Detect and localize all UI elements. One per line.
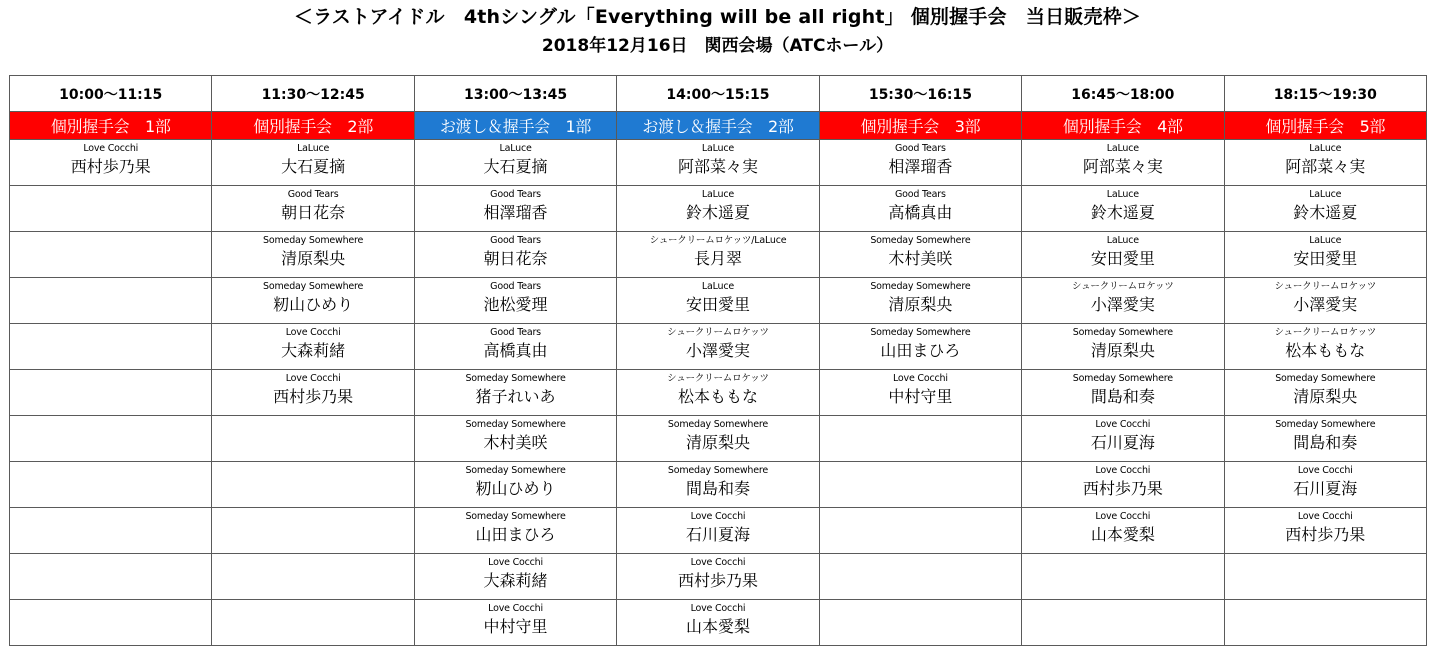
member-name: 大石夏摘 [281,157,346,176]
member-name: 西村歩乃果 [1285,525,1366,544]
member-cell [10,186,212,232]
member-name: 間島和奏 [1293,433,1358,452]
time-slot-header: 16:45～18:00 [1022,76,1224,112]
member-name: 山田まひろ [475,525,556,544]
member-cell [10,462,212,508]
group-name: Someday Somewhere [1072,327,1173,338]
member-cell [1022,186,1224,232]
table-row [10,324,1427,370]
member-name: 清原梨央 [1293,387,1358,406]
member-cell [819,554,1021,600]
member-cell [1224,600,1426,646]
time-slot-header: 13:00～13:45 [414,76,616,112]
member-name: 西村歩乃果 [273,387,354,406]
member-name: 鈴木遥夏 [1090,203,1155,222]
member-cell [1022,600,1224,646]
table-row [10,232,1427,278]
group-name: LaLuce [701,281,735,292]
table-row [10,186,1427,232]
table-row [10,554,1427,600]
group-name: シュークリームロケッツ [1072,281,1174,292]
member-cell [10,416,212,462]
group-name: シュークリームロケッツ [1274,281,1377,292]
group-name: LaLuce [1106,189,1139,200]
member-name: 籾山ひめり [475,479,556,498]
member-name: 安田愛里 [685,295,750,314]
member-cell [819,232,1021,278]
member-cell [1022,416,1224,462]
member-cell [212,416,414,462]
member-cell [10,370,212,416]
member-cell [819,140,1021,186]
table-row [10,600,1427,646]
member-cell [1224,416,1426,462]
member-cell [414,416,616,462]
member-cell [414,140,616,186]
member-name: 松本ももな [677,387,758,406]
member-cell [212,324,414,370]
table-row [10,462,1427,508]
member-name: 石川夏海 [1293,479,1358,498]
member-cell [1022,324,1224,370]
member-name: 朝日花奈 [483,249,548,268]
member-cell [1224,554,1426,600]
member-cell [10,508,212,554]
group-name: Love Cocchi [1095,465,1151,476]
group-name: Love Cocchi [1095,511,1151,522]
table-row [10,416,1427,462]
session-label: 個別握手会 4部 [1022,112,1224,140]
member-name: 松本ももな [1285,341,1366,360]
member-cell [617,278,819,324]
member-name: 小澤愛実 [1090,295,1155,314]
group-name: Love Cocchi [285,327,341,338]
group-name: LaLuce [1106,143,1139,154]
group-name: Someday Somewhere [465,465,566,476]
member-cell [212,186,414,232]
member-cell [1224,186,1426,232]
session-label: 個別握手会 2部 [212,112,414,140]
member-name: 木村美咲 [483,433,548,452]
member-cell [414,324,616,370]
member-cell [10,600,212,646]
group-name: LaLuce [1106,235,1139,246]
member-name: 清原梨央 [281,249,346,268]
table-row [10,508,1427,554]
session-label: 個別握手会 5部 [1224,112,1426,140]
member-cell [414,232,616,278]
time-slot-header: 11:30～12:45 [212,76,414,112]
group-name: Someday Somewhere [1275,373,1376,384]
group-name: Good Tears [895,143,946,154]
member-cell [1224,370,1426,416]
member-cell [617,370,819,416]
group-name: Good Tears [490,235,541,246]
member-cell [617,186,819,232]
group-name: Love Cocchi [83,143,139,154]
group-name: Good Tears [490,327,541,338]
member-cell [212,140,414,186]
group-name: シュークリームロケッツ [1274,327,1377,338]
member-cell [617,600,819,646]
time-slot-header: 15:30～16:15 [819,76,1021,112]
member-cell [212,600,414,646]
member-cell [212,554,414,600]
group-name: Someday Somewhere [870,327,971,338]
time-slot-header: 10:00～11:15 [10,76,212,112]
group-name: Someday Somewhere [263,235,364,246]
group-name: Someday Somewhere [667,465,769,476]
group-name: Someday Somewhere [465,419,566,430]
member-cell [1022,554,1224,600]
member-cell [212,232,414,278]
member-cell [819,508,1021,554]
member-cell [1224,508,1426,554]
member-cell [1224,278,1426,324]
session-header-row [10,112,1427,140]
member-name: 阿部菜々実 [1082,157,1163,176]
group-name: Good Tears [895,189,946,200]
group-name: シュークリームロケッツ [667,373,769,384]
member-cell [819,600,1021,646]
member-cell [819,370,1021,416]
member-cell [1022,508,1224,554]
member-name: 間島和奏 [1090,387,1155,406]
member-cell [1022,462,1224,508]
member-cell [10,140,212,186]
member-name: 石川夏海 [1090,433,1155,452]
member-cell [212,462,414,508]
member-name: 長月翠 [693,249,742,268]
group-name: LaLuce [1309,235,1342,246]
group-name: シュークリームロケッツ/LaLuce [649,235,787,246]
member-name: 間島和奏 [685,479,750,498]
member-cell [414,554,616,600]
member-cell [10,324,212,370]
group-name: Love Cocchi [1297,465,1353,476]
group-name: Good Tears [490,281,541,292]
group-name: Someday Somewhere [263,281,364,292]
member-name: 猪子れいあ [475,387,556,406]
member-name: 山田まひろ [880,341,961,360]
member-name: 大森莉緒 [483,571,548,590]
member-name: 山本愛梨 [685,617,750,636]
member-cell [1022,140,1224,186]
member-cell [212,278,414,324]
member-name: 安田愛里 [1090,249,1155,268]
member-cell [414,370,616,416]
schedule-table [9,75,1427,646]
member-name: 清原梨央 [888,295,953,314]
member-name: 高橋真由 [888,203,953,222]
table-row [10,370,1427,416]
member-name: 高橋真由 [483,341,548,360]
member-name: 鈴木遥夏 [685,203,750,222]
session-label: 個別握手会 1部 [10,112,212,140]
member-name: 安田愛里 [1293,249,1358,268]
group-name: Love Cocchi [1297,511,1353,522]
session-label: お渡し＆握手会 1部 [414,112,616,140]
member-cell [1224,232,1426,278]
member-name: 相澤瑠香 [888,157,953,176]
member-cell [1022,370,1224,416]
member-cell [1022,278,1224,324]
member-cell [819,416,1021,462]
session-label: お渡し＆握手会 2部 [617,112,819,140]
member-name: 相澤瑠香 [483,203,548,222]
member-name: 石川夏海 [685,525,750,544]
session-label: 個別握手会 3部 [819,112,1021,140]
member-cell [10,278,212,324]
group-name: Someday Somewhere [1072,373,1173,384]
member-cell [1022,232,1224,278]
group-name: Love Cocchi [690,511,746,522]
group-name: Love Cocchi [488,603,543,614]
member-cell [819,186,1021,232]
page-subtitle: 2018年12月16日 関西会場（ATCホール） [541,36,894,56]
group-name: Love Cocchi [488,557,543,568]
member-name: 小澤愛実 [1293,295,1358,314]
member-cell [414,600,616,646]
group-name: Someday Somewhere [870,281,971,292]
time-slot-header: 18:15～19:30 [1224,76,1426,112]
member-name: 籾山ひめり [273,295,354,314]
member-cell [1224,324,1426,370]
group-name: LaLuce [701,143,735,154]
member-name: 西村歩乃果 [70,157,151,176]
member-cell [819,278,1021,324]
member-cell [212,370,414,416]
member-name: 朝日花奈 [281,203,346,222]
group-name: Love Cocchi [285,373,341,384]
member-cell [617,324,819,370]
member-name: 鈴木遥夏 [1293,203,1358,222]
member-cell [1224,462,1426,508]
group-name: Love Cocchi [690,557,746,568]
group-name: LaLuce [1309,189,1342,200]
group-name: Someday Somewhere [667,419,769,430]
member-cell [10,554,212,600]
table-row [10,278,1427,324]
member-cell [414,508,616,554]
group-name: LaLuce [701,189,735,200]
member-cell [617,462,819,508]
member-cell [617,508,819,554]
member-cell [10,232,212,278]
member-name: 大石夏摘 [483,157,548,176]
group-name: シュークリームロケッツ [667,327,769,338]
group-name: Love Cocchi [893,373,948,384]
time-header-row [10,76,1427,112]
member-name: 清原梨央 [685,433,750,452]
page-title: ＜ラストアイドル 4thシングル「Everything will be all right」 個別握手会 当日販売枠＞ [293,6,1142,28]
group-name: LaLuce [499,143,532,154]
table-row [10,140,1427,186]
member-name: 小澤愛実 [685,341,750,360]
time-slot-header: 14:00～15:15 [617,76,819,112]
member-cell [414,186,616,232]
member-name: 阿部菜々実 [1285,157,1366,176]
member-cell [819,324,1021,370]
member-name: 木村美咲 [888,249,953,268]
group-name: Love Cocchi [1095,419,1151,430]
group-name: Someday Somewhere [465,373,566,384]
member-cell [1224,140,1426,186]
member-name: 西村歩乃果 [1082,479,1163,498]
group-name: LaLuce [1309,143,1342,154]
member-cell [212,508,414,554]
member-cell [617,416,819,462]
member-cell [617,140,819,186]
group-name: Someday Somewhere [465,511,566,522]
member-cell [617,232,819,278]
member-name: 大森莉緒 [281,341,346,360]
group-name: Good Tears [287,189,339,200]
member-cell [617,554,819,600]
member-name: 中村守里 [483,617,548,636]
member-cell [414,462,616,508]
group-name: LaLuce [297,143,330,154]
member-name: 中村守里 [888,387,953,406]
group-name: Love Cocchi [690,603,746,614]
group-name: Someday Somewhere [1275,419,1376,430]
member-name: 山本愛梨 [1090,525,1155,544]
member-cell [414,278,616,324]
member-cell [819,462,1021,508]
member-name: 池松愛理 [483,295,548,314]
member-name: 清原梨央 [1090,341,1155,360]
group-name: Good Tears [490,189,541,200]
group-name: Someday Somewhere [870,235,971,246]
member-name: 西村歩乃果 [677,571,758,590]
member-name: 阿部菜々実 [677,157,758,176]
